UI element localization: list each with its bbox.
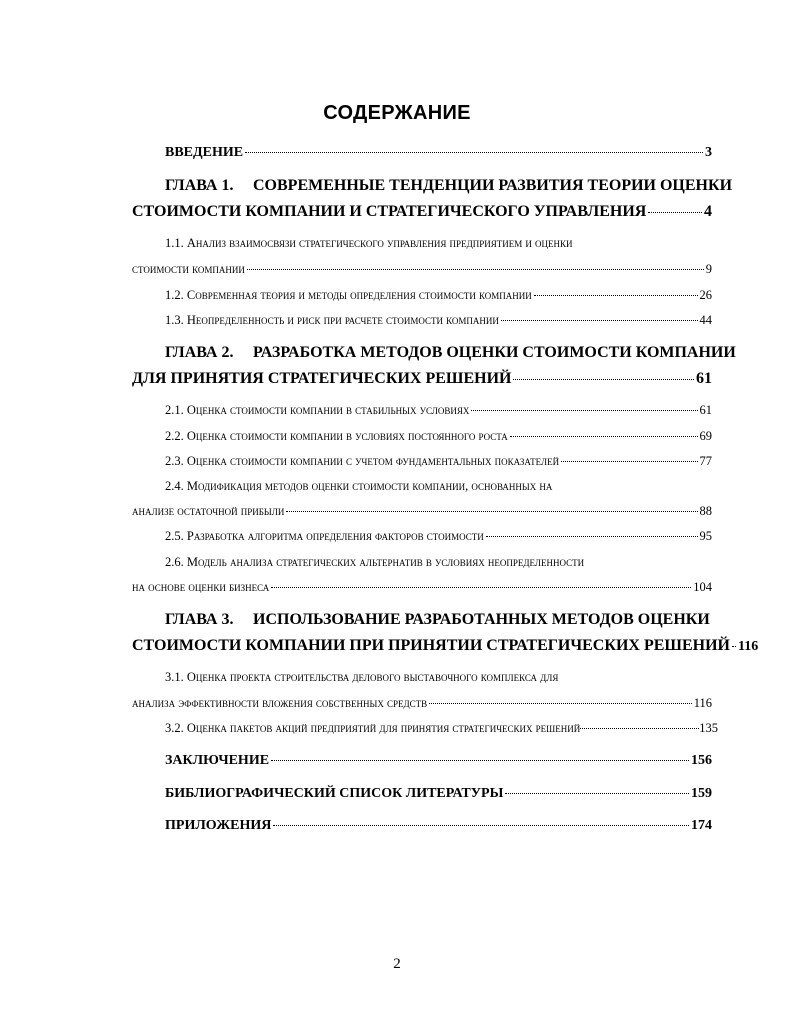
toc-leader-dots xyxy=(580,728,699,729)
toc-chapter2-title-cont[interactable] xyxy=(132,370,712,388)
toc-entry-text: анализе остаточной прибыли xyxy=(132,504,285,518)
toc-section-1-1-cont[interactable] xyxy=(132,262,712,277)
toc-leader-dots xyxy=(510,436,698,437)
toc-page-number: 174 xyxy=(691,818,712,833)
toc-leader-dots xyxy=(271,760,689,761)
chapter2-label: ГЛАВА 2. xyxy=(165,344,234,361)
toc-leader-dots xyxy=(245,152,703,153)
toc-section-2-4[interactable]: 2.4. Модификация методов оценки стоимости компании, основанных на xyxy=(165,479,553,493)
toc-chapter1-title-cont[interactable] xyxy=(132,203,712,221)
toc-section-2-6[interactable]: 2.6. Модель анализа стратегических альтернатив в условиях неопределенности xyxy=(165,555,585,569)
toc-section-2-2[interactable] xyxy=(165,429,712,444)
toc-entry-text: 2.1. Оценка стоимости компании в стабильных условиях xyxy=(165,403,470,417)
page-number: 2 xyxy=(393,956,401,972)
chapter1-title-line2: СТОИМОСТИ КОМПАНИИ И СТРАТЕГИЧЕСКОГО УПРАВЛЕНИЯ xyxy=(132,203,647,220)
chapter3-title-line1: ИСПОЛЬЗОВАНИЕ РАЗРАБОТАННЫХ МЕТОДОВ ОЦЕНКИ xyxy=(253,611,710,628)
toc-section-2-4-cont[interactable] xyxy=(132,504,712,519)
toc-entry-bibliography[interactable] xyxy=(165,786,712,802)
toc-leader-dots xyxy=(534,295,698,296)
toc-page-number: 156 xyxy=(691,753,712,768)
toc-page-number: 135 xyxy=(699,721,718,735)
toc-leader-dots xyxy=(486,536,698,537)
toc-leader-dots xyxy=(732,646,736,647)
toc-page-number: 61 xyxy=(696,370,712,387)
toc-entry-text: 2.5. Разработка алгоритма определения факторов стоимости xyxy=(165,529,484,543)
toc-page-number: 116 xyxy=(737,639,759,654)
toc-leader-dots xyxy=(273,825,689,826)
toc-page-number: 69 xyxy=(699,429,712,443)
toc-entry-intro[interactable] xyxy=(165,145,712,161)
toc-leader-dots xyxy=(648,212,702,213)
toc-chapter3-heading[interactable] xyxy=(165,611,710,629)
toc-page-number: 104 xyxy=(693,580,712,594)
toc-chapter2-heading[interactable] xyxy=(165,344,736,362)
toc-page-number: 3 xyxy=(705,145,712,160)
toc-entry-text: 3.2. Оценка пакетов акций предприятий для принятия стратегических решений xyxy=(165,721,581,735)
toc-section-3-2[interactable] xyxy=(165,721,718,736)
toc-entry-text: ВВЕДЕНИЕ xyxy=(165,145,244,160)
toc-entry-text: на основе оценки бизнеса xyxy=(132,580,270,594)
toc-entry-text: анализа эффективности вложения собственных средств xyxy=(132,696,428,710)
toc-entry-appendix[interactable] xyxy=(165,818,712,834)
toc-section-2-5[interactable] xyxy=(165,529,712,544)
toc-section-2-1[interactable] xyxy=(165,403,712,418)
toc-section-2-3[interactable] xyxy=(165,454,712,469)
chapter1-label: ГЛАВА 1. xyxy=(165,177,234,194)
toc-entry-conclusion[interactable] xyxy=(165,753,712,769)
chapter3-title-line2: СТОИМОСТИ КОМПАНИИ ПРИ ПРИНЯТИИ СТРАТЕГИЧЕСКИХ РЕШЕНИЙ xyxy=(132,637,730,654)
toc-page-number: 4 xyxy=(704,203,712,220)
toc-leader-dots xyxy=(271,587,691,588)
toc-entry-text: 2.3. Оценка стоимости компании с учетом фундаментальных показателей xyxy=(165,454,560,468)
toc-entry-text: БИБЛИОГРАФИЧЕСКИЙ СПИСОК ЛИТЕРАТУРЫ xyxy=(165,786,504,801)
toc-leader-dots xyxy=(513,379,694,380)
toc-page-number: 116 xyxy=(693,696,712,710)
toc-chapter1-heading[interactable] xyxy=(165,177,732,195)
toc-page-number: 88 xyxy=(699,504,712,518)
toc-page-number: 159 xyxy=(691,786,712,801)
toc-leader-dots xyxy=(561,461,697,462)
page-title: СОДЕРЖАНИЕ xyxy=(323,102,471,124)
toc-section-3-1-cont[interactable] xyxy=(132,696,712,711)
toc-entry-text: 1.3. Неопределенность и риск при расчете стоимости компании xyxy=(165,313,499,327)
toc-section-1-3[interactable] xyxy=(165,313,712,328)
toc-entry-text: 1.2. Современная теория и методы определения стоимости компании xyxy=(165,288,532,302)
toc-section-1-1[interactable]: 1.1. Анализ взаимосвязи стратегического управления предприятием и оценки xyxy=(165,236,573,250)
toc-section-3-1[interactable]: 3.1. Оценка проекта строительства делового выставочного комплекса для xyxy=(165,670,559,684)
toc-entry-text: 2.2. Оценка стоимости компании в условиях постоянного роста xyxy=(165,429,508,443)
toc-page-number: 77 xyxy=(699,454,712,468)
toc-chapter3-title-cont[interactable] xyxy=(132,637,759,655)
chapter3-label: ГЛАВА 3. xyxy=(165,611,234,628)
toc-leader-dots xyxy=(505,793,689,794)
chapter2-title-line1: РАЗРАБОТКА МЕТОДОВ ОЦЕНКИ СТОИМОСТИ КОМПАНИИ xyxy=(253,344,736,361)
toc-leader-dots xyxy=(429,703,692,704)
toc-entry-text: стоимости компании xyxy=(132,262,245,276)
toc-page-number: 61 xyxy=(699,403,712,417)
toc-section-2-6-cont[interactable] xyxy=(132,580,712,595)
chapter2-title-line2: ДЛЯ ПРИНЯТИЯ СТРАТЕГИЧЕСКИХ РЕШЕНИЙ xyxy=(132,370,512,387)
toc-leader-dots xyxy=(286,511,697,512)
toc-page-number: 95 xyxy=(699,529,712,543)
toc-entry-text: ПРИЛОЖЕНИЯ xyxy=(165,818,272,833)
toc-entry-text: ЗАКЛЮЧЕНИЕ xyxy=(165,753,270,768)
toc-section-1-2[interactable] xyxy=(165,288,712,303)
chapter1-title-line1: СОВРЕМЕННЫЕ ТЕНДЕНЦИИ РАЗВИТИЯ ТЕОРИИ ОЦЕНКИ xyxy=(253,177,733,194)
toc-leader-dots xyxy=(247,269,704,270)
toc-leader-dots xyxy=(501,320,698,321)
toc-page-number: 9 xyxy=(705,262,712,276)
toc-leader-dots xyxy=(471,410,697,411)
toc-page-number: 44 xyxy=(699,313,712,327)
toc-page-number: 26 xyxy=(699,288,712,302)
